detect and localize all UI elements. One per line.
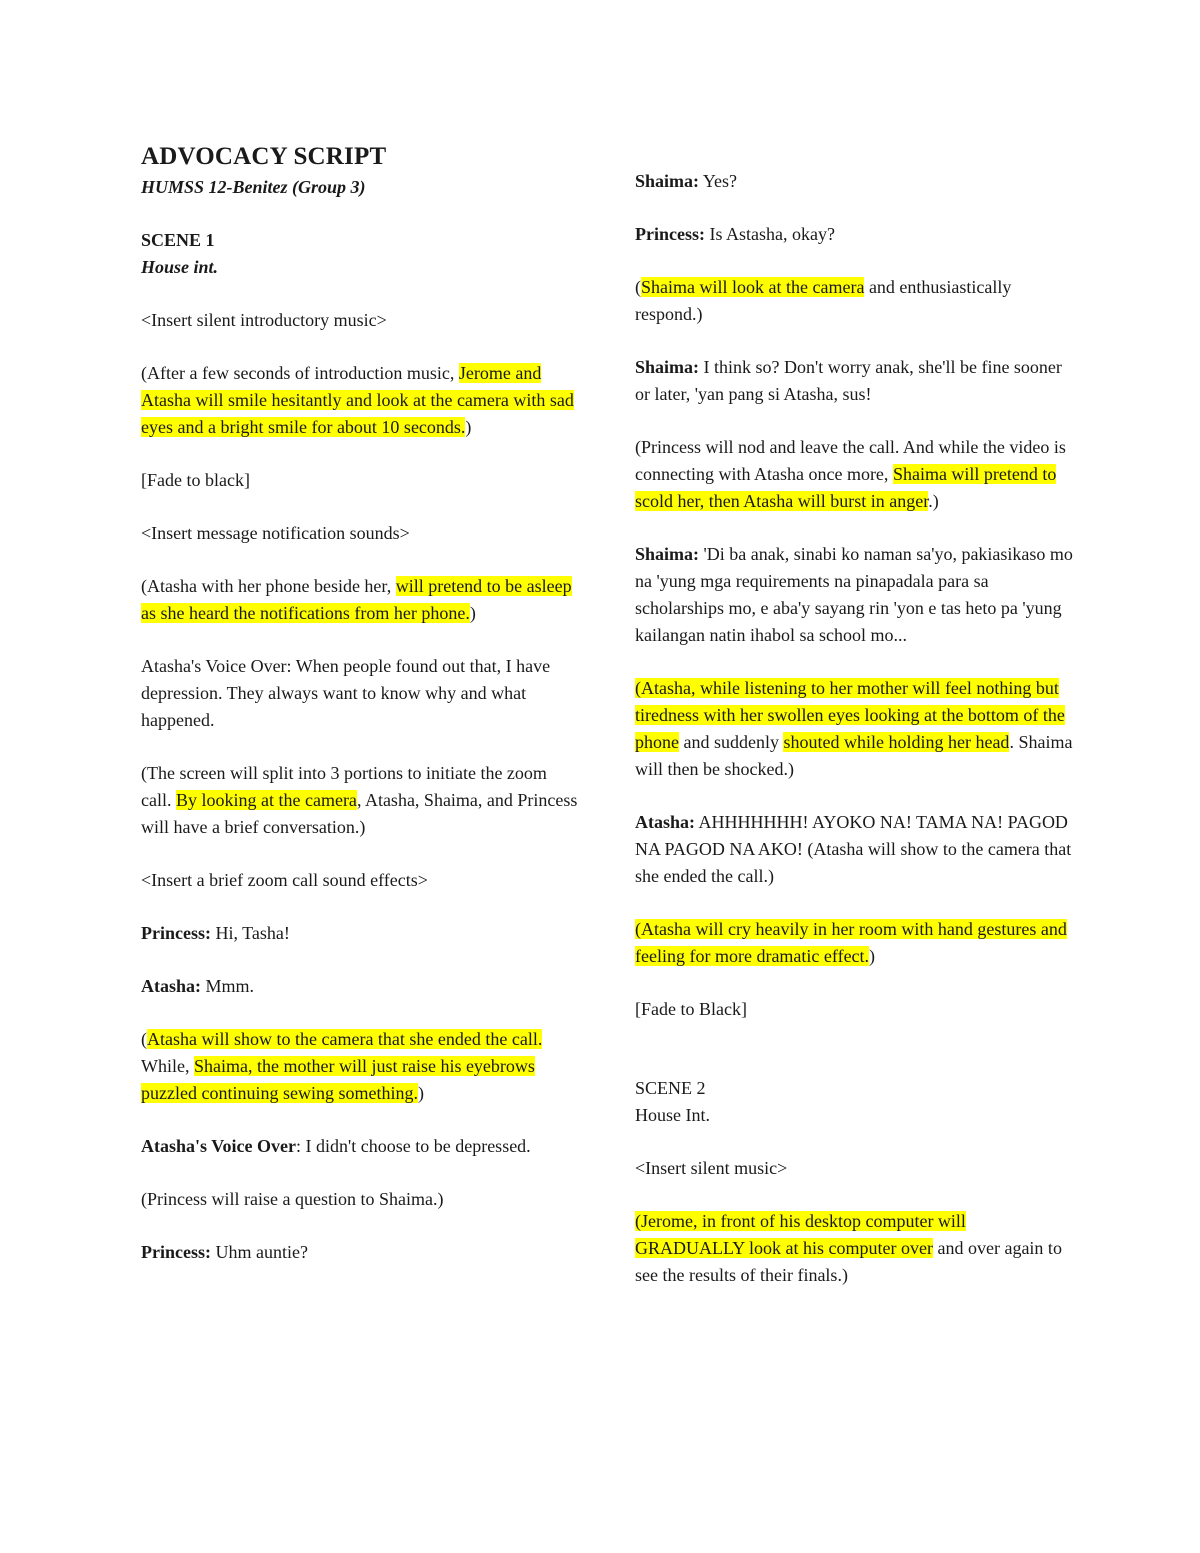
dialogue-line: Shaima: I think so? Don't worry anak, she'll be fine sooner or later, 'yan pang si Atasha, sus! (635, 357, 1062, 404)
stage-direction: (Atasha with her phone beside her, will pretend to be asleep as she heard the notifications from her phone.) (141, 576, 572, 623)
stage-direction: [Fade to black] (141, 470, 250, 490)
dialogue-line: Atasha: AHHHHHHH! AYOKO NA! TAMA NA! PAGOD NA PAGOD NA AKO! (Atasha will show to the camera that she ended the call.) (635, 812, 1072, 886)
document-subtitle: HUMSS 12-Benitez (Group 3) (141, 177, 366, 197)
voice-over: Atasha's Voice Over: When people found out that, I have depression. They always want to know why and what happened. (141, 656, 551, 730)
dialogue-line: Princess: Hi, Tasha! (141, 923, 290, 943)
stage-direction: <Insert silent music> (635, 1158, 788, 1178)
stage-direction: <Insert message notification sounds> (141, 523, 410, 543)
stage-direction: (The screen will split into 3 portions to initiate the zoom call. By looking at the camera, Atasha, Shaima, and Princess will have a brief conversation.) (141, 763, 578, 837)
fade-direction: [Fade to Black] (635, 999, 747, 1019)
scene-2-heading: SCENE 2 (635, 1078, 706, 1098)
document-title: ADVOCACY SCRIPT (141, 143, 387, 170)
scene-heading (141, 227, 581, 254)
stage-direction: (Princess will raise a question to Shaima.) (141, 1189, 444, 1209)
dialogue-line: Shaima: Yes? (635, 171, 738, 191)
stage-direction: (Atasha will cry heavily in her room with hand gestures and feeling for more dramatic effect.) (635, 919, 1067, 966)
stage-direction: (Atasha will show to the camera that she ended the call. While, Shaima, the mother will just raise his eyebrows puzzled continuing sewing something.) (141, 1029, 543, 1103)
dialogue-line: Shaima: 'Di ba anak, sinabi ko naman sa'yo, pakiasikaso mo na 'yung mga requirements na pinapadala para sa scholarships mo, e aba'y sayang rin 'yon e tas heto pa 'yung kailangan natin ihabol sa school mo... (635, 544, 1073, 645)
scene-1-heading: SCENE 1 (141, 230, 215, 250)
left-column (141, 140, 581, 1266)
stage-direction: (After a few seconds of introduction music, Jerome and Atasha will smile hesitantly and look at the camera with sad eyes and a bright smile for about 10 seconds.) (141, 363, 574, 437)
scene-2-location: House Int. (635, 1105, 710, 1125)
stage-direction: (Shaima will look at the camera and enthusiastically respond.) (635, 277, 1012, 324)
dialogue-line: Princess: Uhm auntie? (141, 1242, 308, 1262)
right-column (635, 168, 1075, 1289)
voice-over: Atasha's Voice Over: I didn't choose to be depressed. (141, 1136, 531, 1156)
stage-direction: <Insert silent introductory music> (141, 310, 387, 330)
scene-1-location: House int. (141, 257, 219, 277)
scene-location (141, 254, 581, 281)
stage-direction: (Princess will nod and leave the call. And while the video is connecting with Atasha once more, Shaima will pretend to scold her, then Atasha will burst in anger.) (635, 437, 1066, 511)
stage-direction: (Atasha, while listening to her mother will feel nothing but tiredness with her swollen eyes looking at the bottom of the phone and suddenly shouted while holding her head. Shaima will then be shocked.) (635, 678, 1073, 779)
stage-direction: (Jerome, in front of his desktop computer will GRADUALLY look at his computer over and over again to see the results of their finals.) (635, 1211, 1062, 1285)
dialogue-line: Princess: Is Astasha, okay? (635, 224, 835, 244)
dialogue-line: Atasha: Mmm. (141, 976, 255, 996)
stage-direction: <Insert a brief zoom call sound effects> (141, 870, 428, 890)
